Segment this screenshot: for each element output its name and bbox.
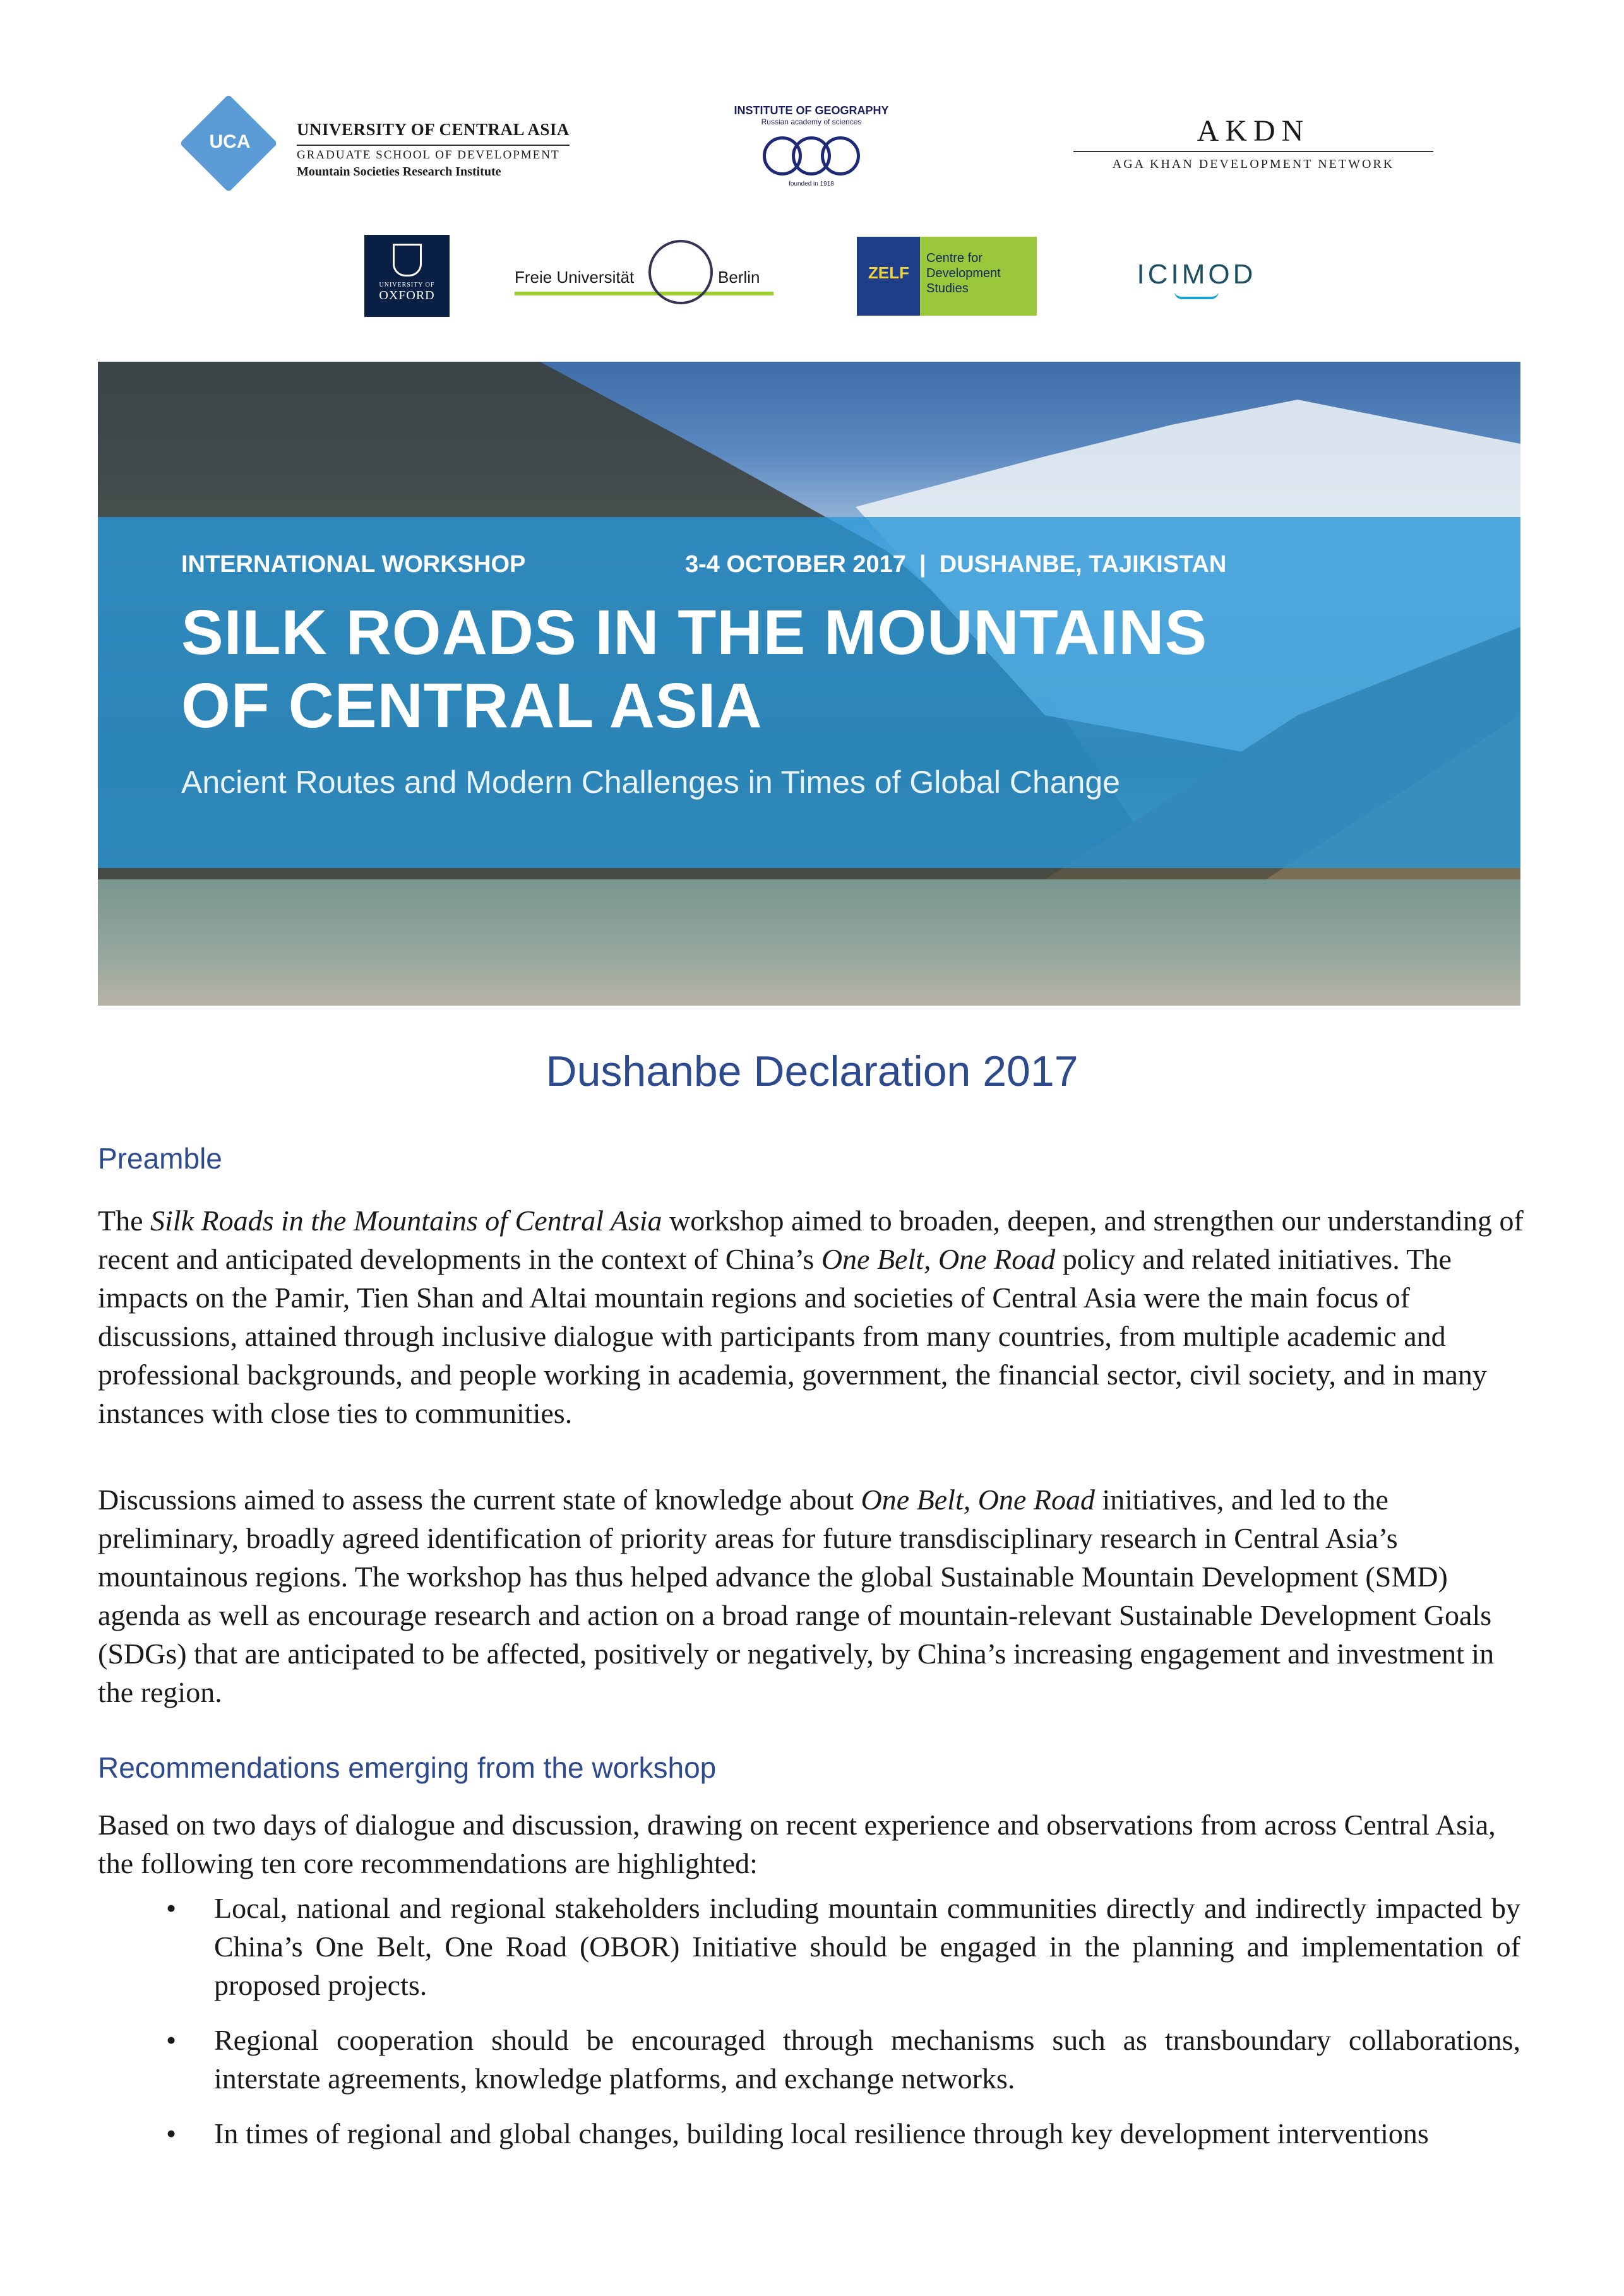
banner-title-line2: OF CENTRAL ASIA xyxy=(181,670,763,741)
icimod-wave-icon xyxy=(1174,292,1219,299)
zelf-text: Centre for Development Studies xyxy=(926,251,1001,295)
uca-logo-mark: UCA xyxy=(209,131,251,152)
preamble-paragraph-1: The Silk Roads in the Mountains of Central Asia workshop aimed to broaden, deepen, and strengthen our understanding of recent and anticipated developments in the context of China’s One Belt, One Road policy and related initiatives. The impacts on the Pamir, Tien Shan and Altai mountain regions and societies of Central Asia were the main focus of discussions, attained through inclusive dialogue with participants from many countries, from multiple academic and professional backgrounds, and people working in academia, government, the financial sector, civil society, and in many instances with close ties to communities. xyxy=(98,1205,1524,1429)
preamble-paragraph-2: Discussions aimed to assess the current state of knowledge about One Belt, One Road initiatives, and led to the preliminary, broadly agreed identification of priority areas for future transdisciplinary research in Central Asia’s mountainous regions. The workshop has thus helped advance the global Sustainable Mountain Development (SMD) agenda as well as encourage research and action on a broad range of mountain-relevant Sustainable Development Goals (SDGs) that are anticipated to be affected, positively or negatively, by China’s increasing engagement and investment in the region. xyxy=(98,1484,1495,1708)
icimod-logo xyxy=(1118,259,1275,309)
recommendations-list xyxy=(98,1889,1520,2169)
fu-berlin-seal-icon xyxy=(648,240,713,304)
zelf-logo xyxy=(857,237,1037,316)
fu-berlin-left-text: Freie Universität xyxy=(515,268,635,287)
oxford-line2: OXFORD xyxy=(379,288,435,302)
list-item: • Local, national and regional stakeholders including mountain communities directly and indirectly impacted by China’s One Belt, One Road (OBOR) Initiative should be engaged in the planning and implementation of proposed projects. xyxy=(98,1889,1520,2004)
akdn-fullname: AGA KHAN DEVELOPMENT NETWORK xyxy=(1112,157,1395,171)
preamble-heading: Preamble xyxy=(98,1142,222,1175)
workshop-banner xyxy=(98,362,1520,1006)
river-image xyxy=(98,879,1520,1006)
uca-logo xyxy=(186,101,590,202)
list-item: • Regional cooperation should be encouraged through mechanisms such as transboundary collaborations, interstate agreements, knowledge platforms, and exchange networks. xyxy=(98,2021,1520,2098)
banner-title-line1: SILK ROADS IN THE MOUNTAINS xyxy=(181,597,1208,668)
fu-berlin-right-text: Berlin xyxy=(718,268,760,287)
geography-founded: founded in 1918 xyxy=(789,181,834,187)
oxford-logo xyxy=(364,235,450,317)
banner-date-place: 3-4 OCTOBER 2017 | DUSHANBE, TAJIKISTAN xyxy=(685,551,1227,578)
banner-kicker: INTERNATIONAL WORKSHOP xyxy=(181,551,526,578)
icimod-text: ICIMOD xyxy=(1137,259,1257,290)
banner-title xyxy=(181,596,1507,742)
uca-school: GRADUATE SCHOOL OF DEVELOPMENT xyxy=(297,145,570,162)
declaration-title: Dushanbe Declaration 2017 xyxy=(546,1047,1078,1095)
recommendations-heading: Recommendations emerging from the workshop xyxy=(98,1751,717,1784)
akdn-logo xyxy=(1073,114,1433,183)
geography-academy: Russian academy of sciences xyxy=(761,117,862,126)
uca-name: UNIVERSITY OF CENTRAL ASIA xyxy=(297,120,570,139)
fu-berlin-logo xyxy=(515,240,773,312)
akdn-acronym: AKDN xyxy=(1073,114,1433,152)
geography-rings-icon xyxy=(758,130,865,181)
oxford-line1: UNIVERSITY OF xyxy=(379,282,435,288)
institute-of-geography-logo xyxy=(720,104,903,199)
bullet-icon: • xyxy=(166,2024,177,2056)
zelf-mark: ZELF xyxy=(868,263,909,282)
banner-subtitle: Ancient Routes and Modern Challenges in Times of Global Change xyxy=(181,764,1120,800)
oxford-crest-icon xyxy=(393,244,422,277)
recommendations-intro: Based on two days of dialogue and discussion, drawing on recent experience and observations from across Central Asia, the following ten core recommendations are highlighted: xyxy=(98,1809,1496,1879)
list-item: • In times of regional and global changes, building local resilience through key development interventions xyxy=(98,2114,1520,2153)
uca-institute: Mountain Societies Research Institute xyxy=(297,165,501,179)
bullet-icon: • xyxy=(166,2117,177,2150)
geography-name: INSTITUTE OF GEOGRAPHY xyxy=(734,104,889,117)
bullet-icon: • xyxy=(166,1892,177,1924)
